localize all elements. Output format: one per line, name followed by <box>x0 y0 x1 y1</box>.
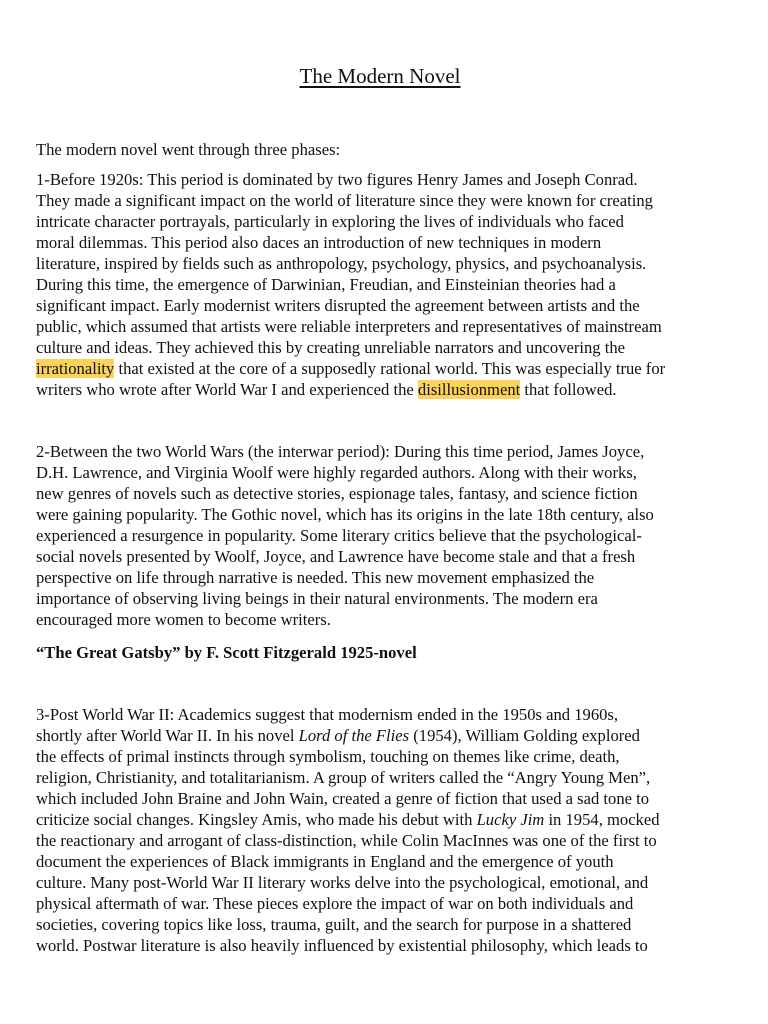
text-line: moral dilemmas. This period also daces an introduction of new techniques in modern <box>36 233 602 252</box>
text-line: D.H. Lawrence, and Virginia Woolf were highly regarded authors. Along with their works, <box>36 463 637 482</box>
text-line: which included John Braine and John Wain, created a genre of fiction that used a sad tone to <box>36 789 650 808</box>
text-line: significant impact. Early modernist writers disrupted the agreement between artists and the <box>36 296 640 315</box>
text-line: social novels presented by Woolf, Joyce, and Lawrence have become stale and that a fresh <box>36 547 636 566</box>
text-line: religion, Christianity, and totalitarianism. A group of writers called the “Angry Young Men”, <box>36 768 651 787</box>
text-line: During this time, the emergence of Darwinian, Freudian, and Einsteinian theories had a <box>36 275 616 294</box>
paragraph-phase-3 <box>36 704 736 956</box>
text-line: 3-Post World War II: Academics suggest that modernism ended in the 1950s and 1960s, <box>36 705 619 724</box>
text-line: new genres of novels such as detective stories, espionage tales, fantasy, and science fiction <box>36 484 638 503</box>
book-title: Lord of the Flies <box>298 726 410 745</box>
text-line: experienced a resurgence in popularity. Some literary critics believe that the psychological- <box>36 526 642 545</box>
text-line: encouraged more women to become writers. <box>36 610 331 629</box>
text-line: intricate character portrayals, particularly in exploring the lives of individuals who faced <box>36 212 624 231</box>
text-line: 1-Before 1920s: This period is dominated by two figures Henry James and Joseph Conrad. <box>36 170 638 189</box>
paragraph-phase-1 <box>36 169 736 400</box>
text-line: were gaining popularity. The Gothic novel, which has its origins in the late 18th century, also <box>36 505 654 524</box>
text-line: world. Postwar literature is also heavily influenced by existential philosophy, which leads to <box>36 936 648 955</box>
text-line: culture. Many post-World War II literary works delve into the psychological, emotional, and <box>36 873 649 892</box>
text-line: document the experiences of Black immigrants in England and the emergence of youth <box>36 852 614 871</box>
text-line: physical aftermath of war. These pieces explore the impact of war on both individuals and <box>36 894 634 913</box>
text-line: writers who wrote after World War I and experienced the disillusionment that followed. <box>36 380 617 399</box>
intro-line: The modern novel went through three phases: <box>36 140 341 159</box>
highlighted-word: disillusionment <box>417 380 521 399</box>
text-line: public, which assumed that artists were reliable interpreters and representatives of mainstream <box>36 317 662 336</box>
text-line: culture and ideas. They achieved this by creating unreliable narrators and uncovering the <box>36 338 626 357</box>
text-line: shortly after World War II. In his novel Lord of the Flies (1954), William Golding explored <box>36 726 640 745</box>
highlighted-word: irrationality <box>36 359 115 378</box>
text-line: irrationality that existed at the core of a supposedly rational world. This was especially true for <box>36 359 666 378</box>
text-line: literature, inspired by fields such as anthropology, psychology, physics, and psychoanalysis. <box>36 254 647 273</box>
text-line: 2-Between the two World Wars (the interwar period): During this time period, James Joyce, <box>36 442 645 461</box>
paragraph-phase-2 <box>36 441 736 630</box>
page-title: The Modern Novel <box>299 64 461 88</box>
book-title: Lucky Jim <box>476 810 545 829</box>
text-line: criticize social changes. Kingsley Amis, who made his debut with Lucky Jim in 1954, mocked <box>36 810 660 829</box>
text-line: the reactionary and arrogant of class-distinction, while Colin MacInnes was one of the first to <box>36 831 657 850</box>
gatsby-heading: “The Great Gatsby” by F. Scott Fitzgerald 1925-novel <box>36 643 417 662</box>
text-line: They made a significant impact on the world of literature since they were known for creating <box>36 191 653 210</box>
text-line: perspective on life through narrative is needed. This new movement emphasized the <box>36 568 595 587</box>
text-line: societies, covering topics like loss, trauma, guilt, and the search for purpose in a shattered <box>36 915 632 934</box>
text-line: the effects of primal instincts through symbolism, touching on themes like crime, death, <box>36 747 620 766</box>
text-line: importance of observing living beings in their natural environments. The modern era <box>36 589 598 608</box>
